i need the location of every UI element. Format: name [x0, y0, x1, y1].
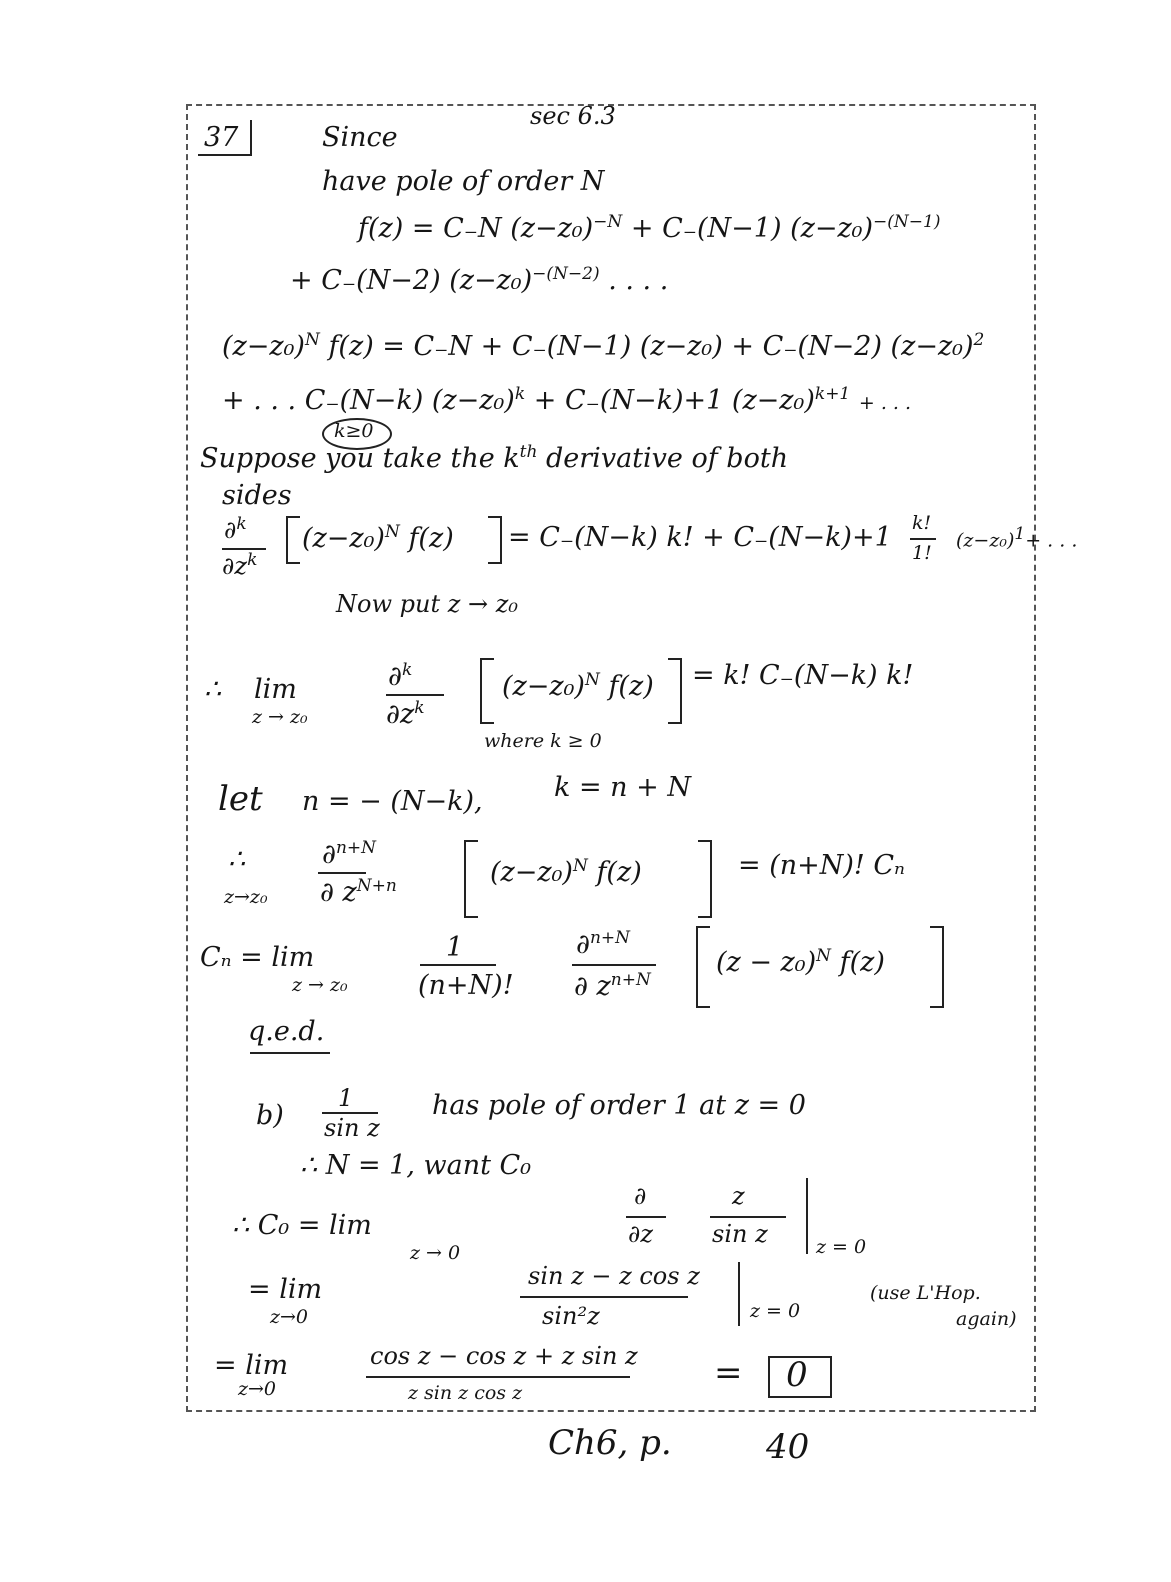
lhopital-note-1: (use L'Hop.	[870, 1282, 981, 1304]
lim1-bracket-left	[480, 658, 494, 724]
pole-statement: have pole of order N	[322, 166, 605, 197]
c0-frac-num: z	[732, 1182, 745, 1210]
step2-numerator: sin z − z cos z	[528, 1262, 700, 1290]
deriv-bracket-right	[488, 516, 502, 564]
step3-fraction-bar	[366, 1376, 630, 1378]
deriv-rhs: = C₋(N−k) k! + C₋(N−k)+1	[508, 522, 892, 553]
let-word: let	[218, 779, 263, 819]
therefore-symbol-2: ∴	[228, 844, 246, 875]
n-definition: n = − (N−k),	[302, 786, 483, 817]
cn-fraction-bar	[420, 964, 496, 966]
lim2-d-den: ∂ $z^{N+n}$	[320, 876, 397, 908]
cn-lim-subscript: z → z₀	[292, 974, 348, 996]
qed: q.e.d.	[248, 1016, 325, 1047]
cn-lhs: Cₙ = lim	[200, 942, 315, 973]
footer-chapter: Ch6, p.	[548, 1423, 672, 1463]
lim2-bracket-right	[698, 840, 712, 918]
c0-eval-bar	[806, 1178, 808, 1254]
deriv-rhs-frac-den: 1!	[912, 542, 932, 564]
lim2-fraction-bar	[318, 872, 366, 874]
suppose-text: Suppose you take the $k^{th}$ derivative of both	[200, 442, 789, 474]
lim-1-subscript: z → z₀	[252, 706, 308, 728]
lim2-d-num: ∂$^{n+N}$	[322, 838, 377, 870]
cn-d-num: ∂$^{n+N}$	[576, 928, 631, 960]
part-b-statement: has pole of order 1 at z = 0	[432, 1090, 806, 1121]
c0-eval-point: z = 0	[816, 1236, 867, 1258]
now-put-text: Now put z → z₀	[336, 590, 518, 618]
step3-equals: =	[714, 1353, 743, 1393]
part-b-frac-num: 1	[338, 1084, 354, 1112]
deriv-rhs-tail: $(z-z_0)^1+$ . . .	[956, 524, 1078, 552]
lim1-where: where k ≥ 0	[484, 730, 602, 752]
c0-d-num: ∂	[634, 1182, 647, 1210]
k-condition: k≥0	[334, 420, 374, 442]
step3-lim-subscript: z→0	[238, 1378, 277, 1400]
deriv-rhs-fraction-bar	[910, 538, 936, 540]
lim2-rhs: = (n+N)! Cₙ	[738, 850, 905, 881]
therefore-symbol-1: ∴	[204, 674, 222, 705]
lim1-body: $(z-z_0)^N$ f(z)	[502, 670, 654, 702]
part-b-label: b)	[256, 1100, 284, 1131]
n-equals-one: ∴ N = 1, want C₀	[300, 1150, 532, 1181]
step2-fraction-bar	[520, 1296, 688, 1298]
cn-d-fraction-bar	[572, 964, 656, 966]
lim-1: lim	[254, 674, 297, 705]
lhopital-note-2: again)	[956, 1308, 1017, 1330]
lim2-body: $(z-z_0)^N$ f(z)	[490, 856, 642, 888]
step3-numerator: cos z − cos z + z sin z	[370, 1342, 638, 1370]
step2-eval-point: z = 0	[750, 1300, 801, 1322]
c0-d-fraction-bar	[626, 1216, 666, 1218]
cn-bracket-left	[696, 926, 710, 1008]
cn-body: $(z - z_0)^N$ f(z)	[716, 946, 885, 978]
k-definition: k = n + N	[554, 772, 691, 803]
c0-frac-den: sin z	[712, 1220, 768, 1248]
c0-lim-subscript: z → 0	[410, 1242, 461, 1264]
deriv-body: $(z-z_0)^N$ f(z)	[302, 522, 454, 554]
laurent-line1: f(z) = C₋N $(z-z_0)^{-N} + C_-(N-1)$ $(z-z_0)^{-(N-1)}$	[358, 212, 941, 244]
sides-text: sides	[222, 480, 292, 511]
qed-underline	[250, 1052, 330, 1054]
c0-lhs: ∴ C₀ = lim	[232, 1210, 372, 1241]
multiplied-line1: $(z-z_0)^N$ f(z) = C₋N + C₋(N−1) (z−z₀) + C₋(N−2) $(z-z_0)^2$	[222, 330, 985, 362]
lim1-bracket-right	[668, 658, 682, 724]
cn-d-den: ∂ $z^{n+N}$	[574, 970, 651, 1002]
lim1-d-den: $\partial z^k$	[386, 698, 425, 730]
answer-value: 0	[786, 1355, 808, 1395]
step2-denominator: sin²z	[542, 1302, 600, 1330]
laurent-line2: + C₋(N−2) $(z-z_0)^{-(N-2)}$ . . . .	[290, 264, 669, 296]
step2-lim-subscript: z→0	[270, 1306, 309, 1328]
problem-number: 37	[204, 122, 239, 153]
deriv-fraction-bar	[222, 548, 266, 550]
cn-frac-num: 1	[446, 932, 464, 963]
cn-frac-den: (n+N)!	[418, 970, 514, 1001]
c0-d-den: ∂z	[628, 1220, 654, 1248]
footer-page: 40	[766, 1427, 810, 1467]
part-b-frac-den: sin z	[324, 1114, 380, 1142]
step3-lim: = lim	[214, 1350, 289, 1381]
lim1-rhs: = k! C₋(N−k) k!	[692, 660, 914, 691]
deriv-rhs-frac-num: k!	[912, 512, 932, 534]
deriv-numerator: ∂$^k$	[224, 514, 247, 544]
deriv-bracket-left	[286, 516, 300, 564]
step2-lim: = lim	[248, 1274, 323, 1305]
since-text: Since	[322, 122, 398, 153]
c0-fraction-bar	[710, 1216, 786, 1218]
section-label: sec 6.3	[530, 102, 616, 130]
step3-denominator: z sin z cos z	[408, 1382, 523, 1404]
lim1-fraction-bar	[386, 694, 444, 696]
step2-eval-bar	[738, 1262, 740, 1326]
deriv-denominator: $\partial z^k$	[222, 550, 258, 580]
lim1-d-num: ∂$^k$	[388, 660, 413, 692]
lim2-bracket-left	[464, 840, 478, 918]
lim2-subscript: z→z₀	[224, 886, 268, 908]
multiplied-line2: + . . . C₋(N−k) $(z-z_0)^k + C_-(N-k)+1$ $(z-z_0)^{k+1}$ + . . .	[222, 384, 912, 416]
cn-bracket-right	[930, 926, 944, 1008]
